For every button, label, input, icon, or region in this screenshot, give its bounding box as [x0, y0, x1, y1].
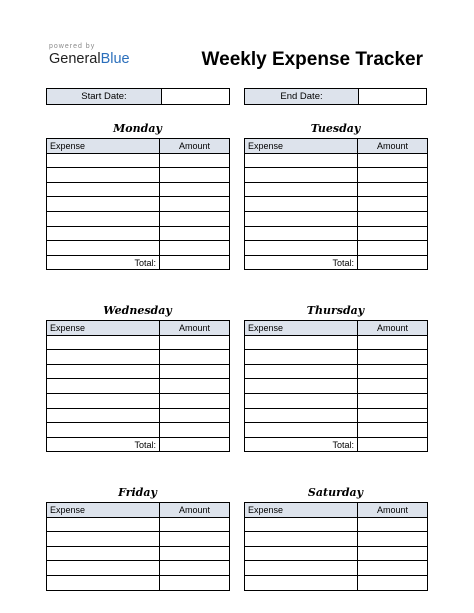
amount-cell[interactable]: [358, 364, 428, 379]
total-row: [245, 437, 428, 452]
amount-cell[interactable]: [358, 408, 428, 423]
table-row: [245, 408, 428, 423]
amount-cell[interactable]: [358, 211, 428, 226]
amount-cell[interactable]: [358, 226, 428, 241]
start-date-box: [46, 88, 230, 105]
table-row: [245, 350, 428, 365]
expense-cell[interactable]: [245, 546, 358, 561]
brand-name: [49, 51, 130, 68]
expense-cell[interactable]: [245, 561, 358, 576]
expense-cell[interactable]: [47, 379, 160, 394]
table-row: [47, 561, 230, 576]
expense-cell[interactable]: [47, 197, 160, 212]
amount-cell[interactable]: [160, 182, 230, 197]
expense-cell[interactable]: [47, 241, 160, 256]
brand-name-part1: General: [49, 51, 101, 67]
expense-cell[interactable]: [245, 226, 358, 241]
expense-column-header: Expense: [245, 321, 358, 336]
start-date-label: Start Date:: [47, 89, 162, 104]
table-header-row: [245, 321, 428, 336]
amount-cell[interactable]: [358, 575, 428, 590]
expense-cell[interactable]: [245, 532, 358, 547]
table-header-row: [47, 321, 230, 336]
expense-cell[interactable]: [245, 182, 358, 197]
expense-cell[interactable]: [245, 393, 358, 408]
table-row: [245, 153, 428, 168]
table-header-row: [245, 139, 428, 154]
table-row: [245, 197, 428, 212]
amount-cell[interactable]: [160, 211, 230, 226]
total-amount-cell[interactable]: [358, 255, 428, 270]
expense-cell[interactable]: [245, 408, 358, 423]
table-row: [47, 226, 230, 241]
amount-cell[interactable]: [160, 350, 230, 365]
expense-cell[interactable]: [47, 561, 160, 576]
table-row: [47, 335, 230, 350]
table-row: [47, 241, 230, 256]
amount-cell[interactable]: [358, 168, 428, 183]
table-row: [245, 546, 428, 561]
amount-cell[interactable]: [160, 379, 230, 394]
amount-cell[interactable]: [160, 575, 230, 590]
amount-cell[interactable]: [160, 335, 230, 350]
saturday-title: Saturday: [307, 486, 364, 499]
table-row: [245, 364, 428, 379]
expense-column-header: Expense: [47, 139, 160, 154]
table-header-row: [47, 503, 230, 518]
table-row: [245, 241, 428, 256]
expense-cell[interactable]: [245, 350, 358, 365]
amount-cell[interactable]: [160, 561, 230, 576]
amount-cell[interactable]: [358, 546, 428, 561]
brand-logo: [49, 43, 130, 68]
friday-expense-table: [46, 502, 230, 591]
expense-cell[interactable]: [245, 364, 358, 379]
table-row: [245, 182, 428, 197]
table-row: [47, 575, 230, 590]
amount-column-header: Amount: [358, 503, 428, 518]
expense-cell[interactable]: [245, 423, 358, 438]
saturday-expense-table: [244, 502, 428, 591]
expense-cell[interactable]: [47, 517, 160, 532]
expense-cell[interactable]: [47, 350, 160, 365]
amount-cell[interactable]: [160, 364, 230, 379]
expense-cell[interactable]: [245, 335, 358, 350]
expense-cell[interactable]: [47, 153, 160, 168]
table-row: [47, 517, 230, 532]
expense-cell[interactable]: [245, 517, 358, 532]
expense-column-header: Expense: [245, 139, 358, 154]
total-amount-cell[interactable]: [160, 255, 230, 270]
table-row: [47, 168, 230, 183]
table-row: [245, 211, 428, 226]
total-label: Total:: [47, 255, 160, 270]
amount-column-header: Amount: [160, 503, 230, 518]
table-row: [47, 546, 230, 561]
total-amount-cell[interactable]: [160, 437, 230, 452]
thursday-expense-table: [244, 320, 428, 452]
brand-name-part2: Blue: [100, 51, 130, 67]
expense-cell[interactable]: [47, 546, 160, 561]
table-header-row: [245, 503, 428, 518]
amount-cell[interactable]: [160, 153, 230, 168]
total-row: [47, 255, 230, 270]
expense-cell[interactable]: [245, 575, 358, 590]
amount-cell[interactable]: [358, 335, 428, 350]
table-row: [47, 211, 230, 226]
expense-column-header: Expense: [245, 503, 358, 518]
table-row: [47, 182, 230, 197]
expense-cell[interactable]: [245, 168, 358, 183]
amount-cell[interactable]: [358, 182, 428, 197]
total-row: [245, 255, 428, 270]
powered-by-text: powered by: [49, 43, 96, 50]
table-row: [245, 379, 428, 394]
amount-cell[interactable]: [358, 241, 428, 256]
table-row: [245, 517, 428, 532]
amount-cell[interactable]: [358, 517, 428, 532]
amount-cell[interactable]: [358, 393, 428, 408]
page-title: Weekly Expense Tracker: [201, 49, 423, 70]
amount-cell[interactable]: [358, 561, 428, 576]
table-header-row: [47, 139, 230, 154]
table-row: [47, 364, 230, 379]
table-row: [245, 575, 428, 590]
amount-cell[interactable]: [160, 241, 230, 256]
expense-cell[interactable]: [245, 379, 358, 394]
table-row: [47, 423, 230, 438]
amount-cell[interactable]: [160, 168, 230, 183]
amount-column-header: Amount: [160, 321, 230, 336]
total-amount-cell[interactable]: [358, 437, 428, 452]
table-row: [245, 168, 428, 183]
expense-cell[interactable]: [47, 364, 160, 379]
expense-cell[interactable]: [47, 168, 160, 183]
table-row: [245, 226, 428, 241]
table-row: [47, 153, 230, 168]
expense-cell[interactable]: [245, 153, 358, 168]
start-date-field[interactable]: [162, 89, 229, 104]
expense-column-header: Expense: [47, 503, 160, 518]
expense-cell[interactable]: [47, 575, 160, 590]
expense-cell[interactable]: [47, 423, 160, 438]
end-date-field[interactable]: [359, 89, 426, 104]
wednesday-expense-table: [46, 320, 230, 452]
expense-cell[interactable]: [47, 532, 160, 547]
amount-cell[interactable]: [358, 532, 428, 547]
amount-cell[interactable]: [358, 153, 428, 168]
table-row: [47, 408, 230, 423]
table-row: [245, 561, 428, 576]
amount-cell[interactable]: [160, 226, 230, 241]
amount-column-header: Amount: [160, 139, 230, 154]
total-row: [47, 437, 230, 452]
amount-cell[interactable]: [358, 423, 428, 438]
table-row: [47, 379, 230, 394]
total-label: Total:: [47, 437, 160, 452]
monday-expense-table: [46, 138, 230, 270]
end-date-box: [244, 88, 427, 105]
thursday-title: Thursday: [306, 304, 365, 317]
tuesday-title: Tuesday: [310, 122, 361, 135]
expense-cell[interactable]: [245, 241, 358, 256]
wednesday-title: Wednesday: [103, 304, 172, 317]
table-row: [47, 532, 230, 547]
amount-column-header: Amount: [358, 139, 428, 154]
amount-cell[interactable]: [160, 408, 230, 423]
total-label: Total:: [245, 255, 358, 270]
amount-cell[interactable]: [358, 379, 428, 394]
table-row: [47, 197, 230, 212]
expense-cell[interactable]: [245, 197, 358, 212]
amount-cell[interactable]: [160, 423, 230, 438]
amount-column-header: Amount: [358, 321, 428, 336]
amount-cell[interactable]: [160, 197, 230, 212]
amount-cell[interactable]: [160, 393, 230, 408]
total-label: Total:: [245, 437, 358, 452]
friday-title: Friday: [118, 486, 157, 499]
table-row: [245, 335, 428, 350]
amount-cell[interactable]: [160, 546, 230, 561]
tuesday-expense-table: [244, 138, 428, 270]
table-row: [47, 393, 230, 408]
amount-cell[interactable]: [160, 532, 230, 547]
expense-cell[interactable]: [47, 335, 160, 350]
monday-title: Monday: [113, 122, 162, 135]
expense-cell[interactable]: [47, 408, 160, 423]
expense-cell[interactable]: [47, 226, 160, 241]
expense-column-header: Expense: [47, 321, 160, 336]
table-row: [245, 532, 428, 547]
expense-cell[interactable]: [47, 211, 160, 226]
expense-cell[interactable]: [47, 182, 160, 197]
table-row: [47, 350, 230, 365]
table-row: [245, 393, 428, 408]
amount-cell[interactable]: [160, 517, 230, 532]
expense-cell[interactable]: [245, 211, 358, 226]
expense-cell[interactable]: [47, 393, 160, 408]
amount-cell[interactable]: [358, 197, 428, 212]
end-date-label: End Date:: [245, 89, 359, 104]
table-row: [245, 423, 428, 438]
amount-cell[interactable]: [358, 350, 428, 365]
